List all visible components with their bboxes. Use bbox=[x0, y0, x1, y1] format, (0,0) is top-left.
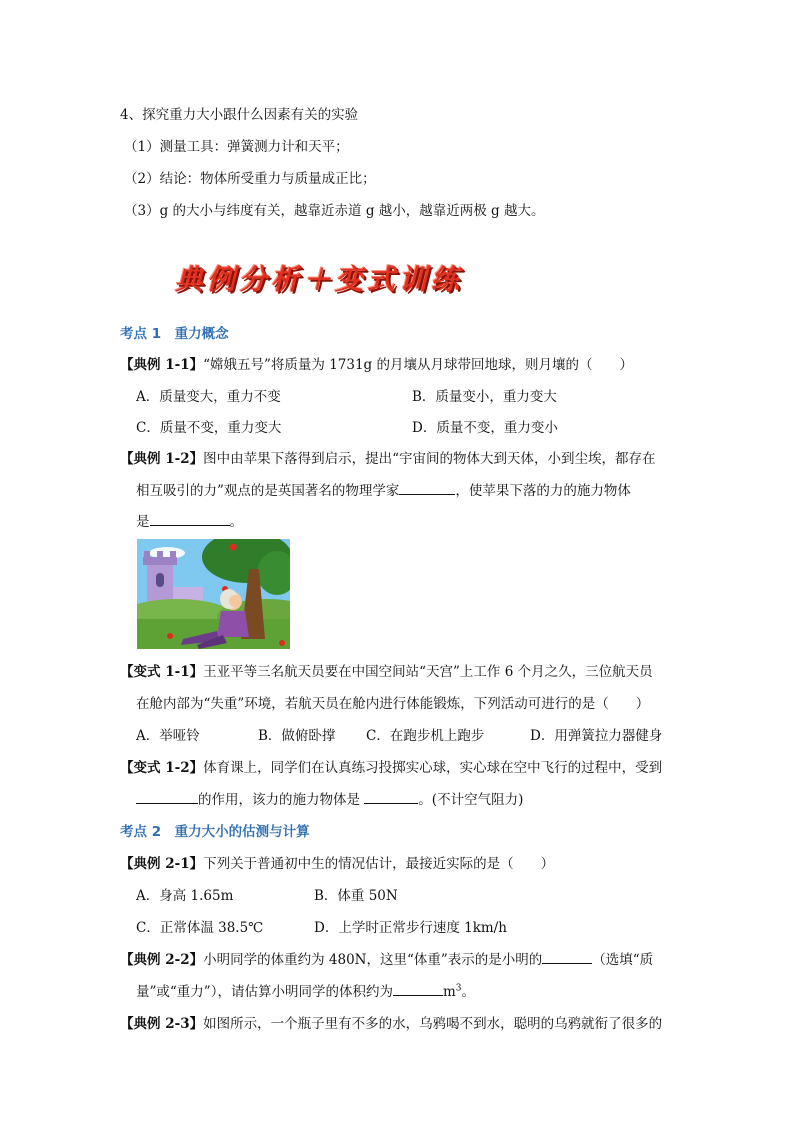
section4-point-3: （3）g 的大小与纬度有关，越靠近赤道 g 越小，越靠近两极 g 越大。 bbox=[124, 203, 545, 219]
example-1-2-line-1 bbox=[120, 447, 656, 467]
example-2-3-text: 如图所示，一个瓶子里有不多的水，乌鸦喝不到水，聪明的乌鸦就衔了很多的 bbox=[203, 1016, 663, 1032]
example-2-3 bbox=[120, 1012, 662, 1032]
example-2-2-line-2 bbox=[136, 980, 475, 1000]
example-1-1-option-b: B．质量变小，重力变大 bbox=[412, 389, 557, 405]
example-1-1-tag: 【典例 1-1】 bbox=[120, 357, 204, 373]
example-2-2-text-1a: 小明同学的体重约为 480N，这里“体重”表示的是小明的 bbox=[203, 952, 543, 968]
unit-m: m bbox=[442, 984, 456, 1000]
example-2-1-option-a: A．身高 1.65m bbox=[136, 888, 234, 904]
example-2-1-option-c: C．正常体温 38.5℃ bbox=[136, 920, 264, 936]
example-1-2-tag: 【典例 1-2】 bbox=[120, 451, 204, 467]
example-1-2-line-2 bbox=[136, 479, 631, 499]
variant-1-1-tag: 【变式 1-1】 bbox=[120, 664, 204, 680]
example-2-1 bbox=[120, 852, 554, 872]
variant-1-1-text-1: 王亚平等三名航天员要在中国空间站“天宫”上工作 6 个月之久，三位航天员 bbox=[203, 664, 653, 680]
answer-blank[interactable] bbox=[136, 790, 198, 804]
example-2-1-option-b: B．体重 50N bbox=[314, 888, 398, 904]
answer-blank[interactable] bbox=[393, 982, 443, 996]
variant-1-1-option-d: D．用弹簧拉力器健身 bbox=[530, 728, 663, 744]
apple bbox=[167, 633, 173, 639]
section4-point-1: （1）测量工具：弹簧测力计和天平； bbox=[124, 139, 349, 155]
section4-title: 4、探究重力大小跟什么因素有关的实验 bbox=[120, 107, 359, 123]
unit-exponent: 3 bbox=[455, 983, 462, 994]
answer-blank[interactable] bbox=[150, 512, 230, 526]
example-1-1-option-d: D．质量不变，重力变小 bbox=[412, 420, 558, 436]
example-1-2-text-2b: ，使苹果下落的力的施力物体 bbox=[455, 483, 631, 499]
example-1-2-line-3 bbox=[136, 510, 243, 530]
variant-1-2-line-1 bbox=[120, 756, 662, 776]
variant-1-2-text-2b: 。(不计空气阻力) bbox=[418, 792, 524, 808]
example-1-1 bbox=[120, 353, 633, 373]
variant-1-2-text-2a: 的作用，该力的施力物体是 bbox=[198, 792, 365, 808]
example-1-2-text-3a: 是 bbox=[136, 514, 150, 530]
variant-1-2-line-2 bbox=[136, 788, 523, 808]
example-1-1-option-a: A．质量变大，重力不变 bbox=[136, 389, 281, 405]
example-2-1-question: 下列关于普通初中生的情况估计，最接近实际的是（ ） bbox=[203, 856, 555, 872]
apple bbox=[279, 640, 285, 646]
example-2-2-text-1b: （选填“质 bbox=[592, 952, 654, 968]
variant-1-2-text-1: 体育课上，同学们在认真练习投掷实心球，实心球在空中飞行的过程中，受到 bbox=[203, 760, 663, 776]
example-1-2-text-1: 图中由苹果下落得到启示，提出“宇宙间的物体大到天体，小到尘埃，都存在 bbox=[203, 451, 656, 467]
answer-blank[interactable] bbox=[399, 481, 455, 495]
section4-point-2: （2）结论：物体所受重力与质量成正比； bbox=[124, 171, 376, 187]
example-2-3-tag: 【典例 2-3】 bbox=[120, 1016, 204, 1032]
example-2-1-tag: 【典例 2-1】 bbox=[120, 856, 204, 872]
example-2-2-line-1 bbox=[120, 948, 653, 968]
variant-1-1-option-c: C．在跑步机上跑步 bbox=[366, 728, 485, 744]
variant-1-2-tag: 【变式 1-2】 bbox=[120, 760, 204, 776]
variant-1-1-option-a: A．举哑铃 bbox=[136, 728, 200, 744]
answer-blank[interactable] bbox=[364, 790, 418, 804]
example-2-2-tag: 【典例 2-2】 bbox=[120, 952, 204, 968]
variant-1-1-line-2: 在舱内部为“失重”环境，若航天员在舱内进行体能锻炼，下列活动可进行的是（ ） bbox=[136, 696, 650, 712]
example-2-2-text-2c: 。 bbox=[461, 984, 476, 1000]
topic-2-heading: 考点 2 重力大小的估测与计算 bbox=[120, 824, 310, 840]
apple bbox=[230, 544, 237, 551]
topic-1-heading: 考点 1 重力概念 bbox=[120, 326, 229, 342]
example-1-1-option-c: C．质量不变，重力变大 bbox=[136, 420, 282, 436]
example-1-2-text-3b: 。 bbox=[229, 514, 243, 530]
newton-apple-tree-illustration bbox=[137, 539, 290, 649]
answer-blank[interactable] bbox=[542, 950, 592, 964]
example-2-1-option-d: D．上学时正常步行速度 1km/h bbox=[314, 920, 507, 936]
example-2-2-text-2a: 量”或“重力”），请估算小明同学的体积约为 bbox=[136, 984, 393, 1000]
example-1-2-text-2a: 相互吸引的力”观点的是英国著名的物理学家 bbox=[136, 483, 400, 499]
banner-heading: 典例分析＋变式训练 bbox=[175, 263, 464, 296]
variant-1-1-line-1 bbox=[120, 660, 653, 680]
variant-1-1-option-b: B．做俯卧撑 bbox=[258, 728, 336, 744]
example-1-1-question: “嫦娥五号”将质量为 1731g 的月壤从月球带回地球，则月壤的（ ） bbox=[203, 357, 633, 373]
